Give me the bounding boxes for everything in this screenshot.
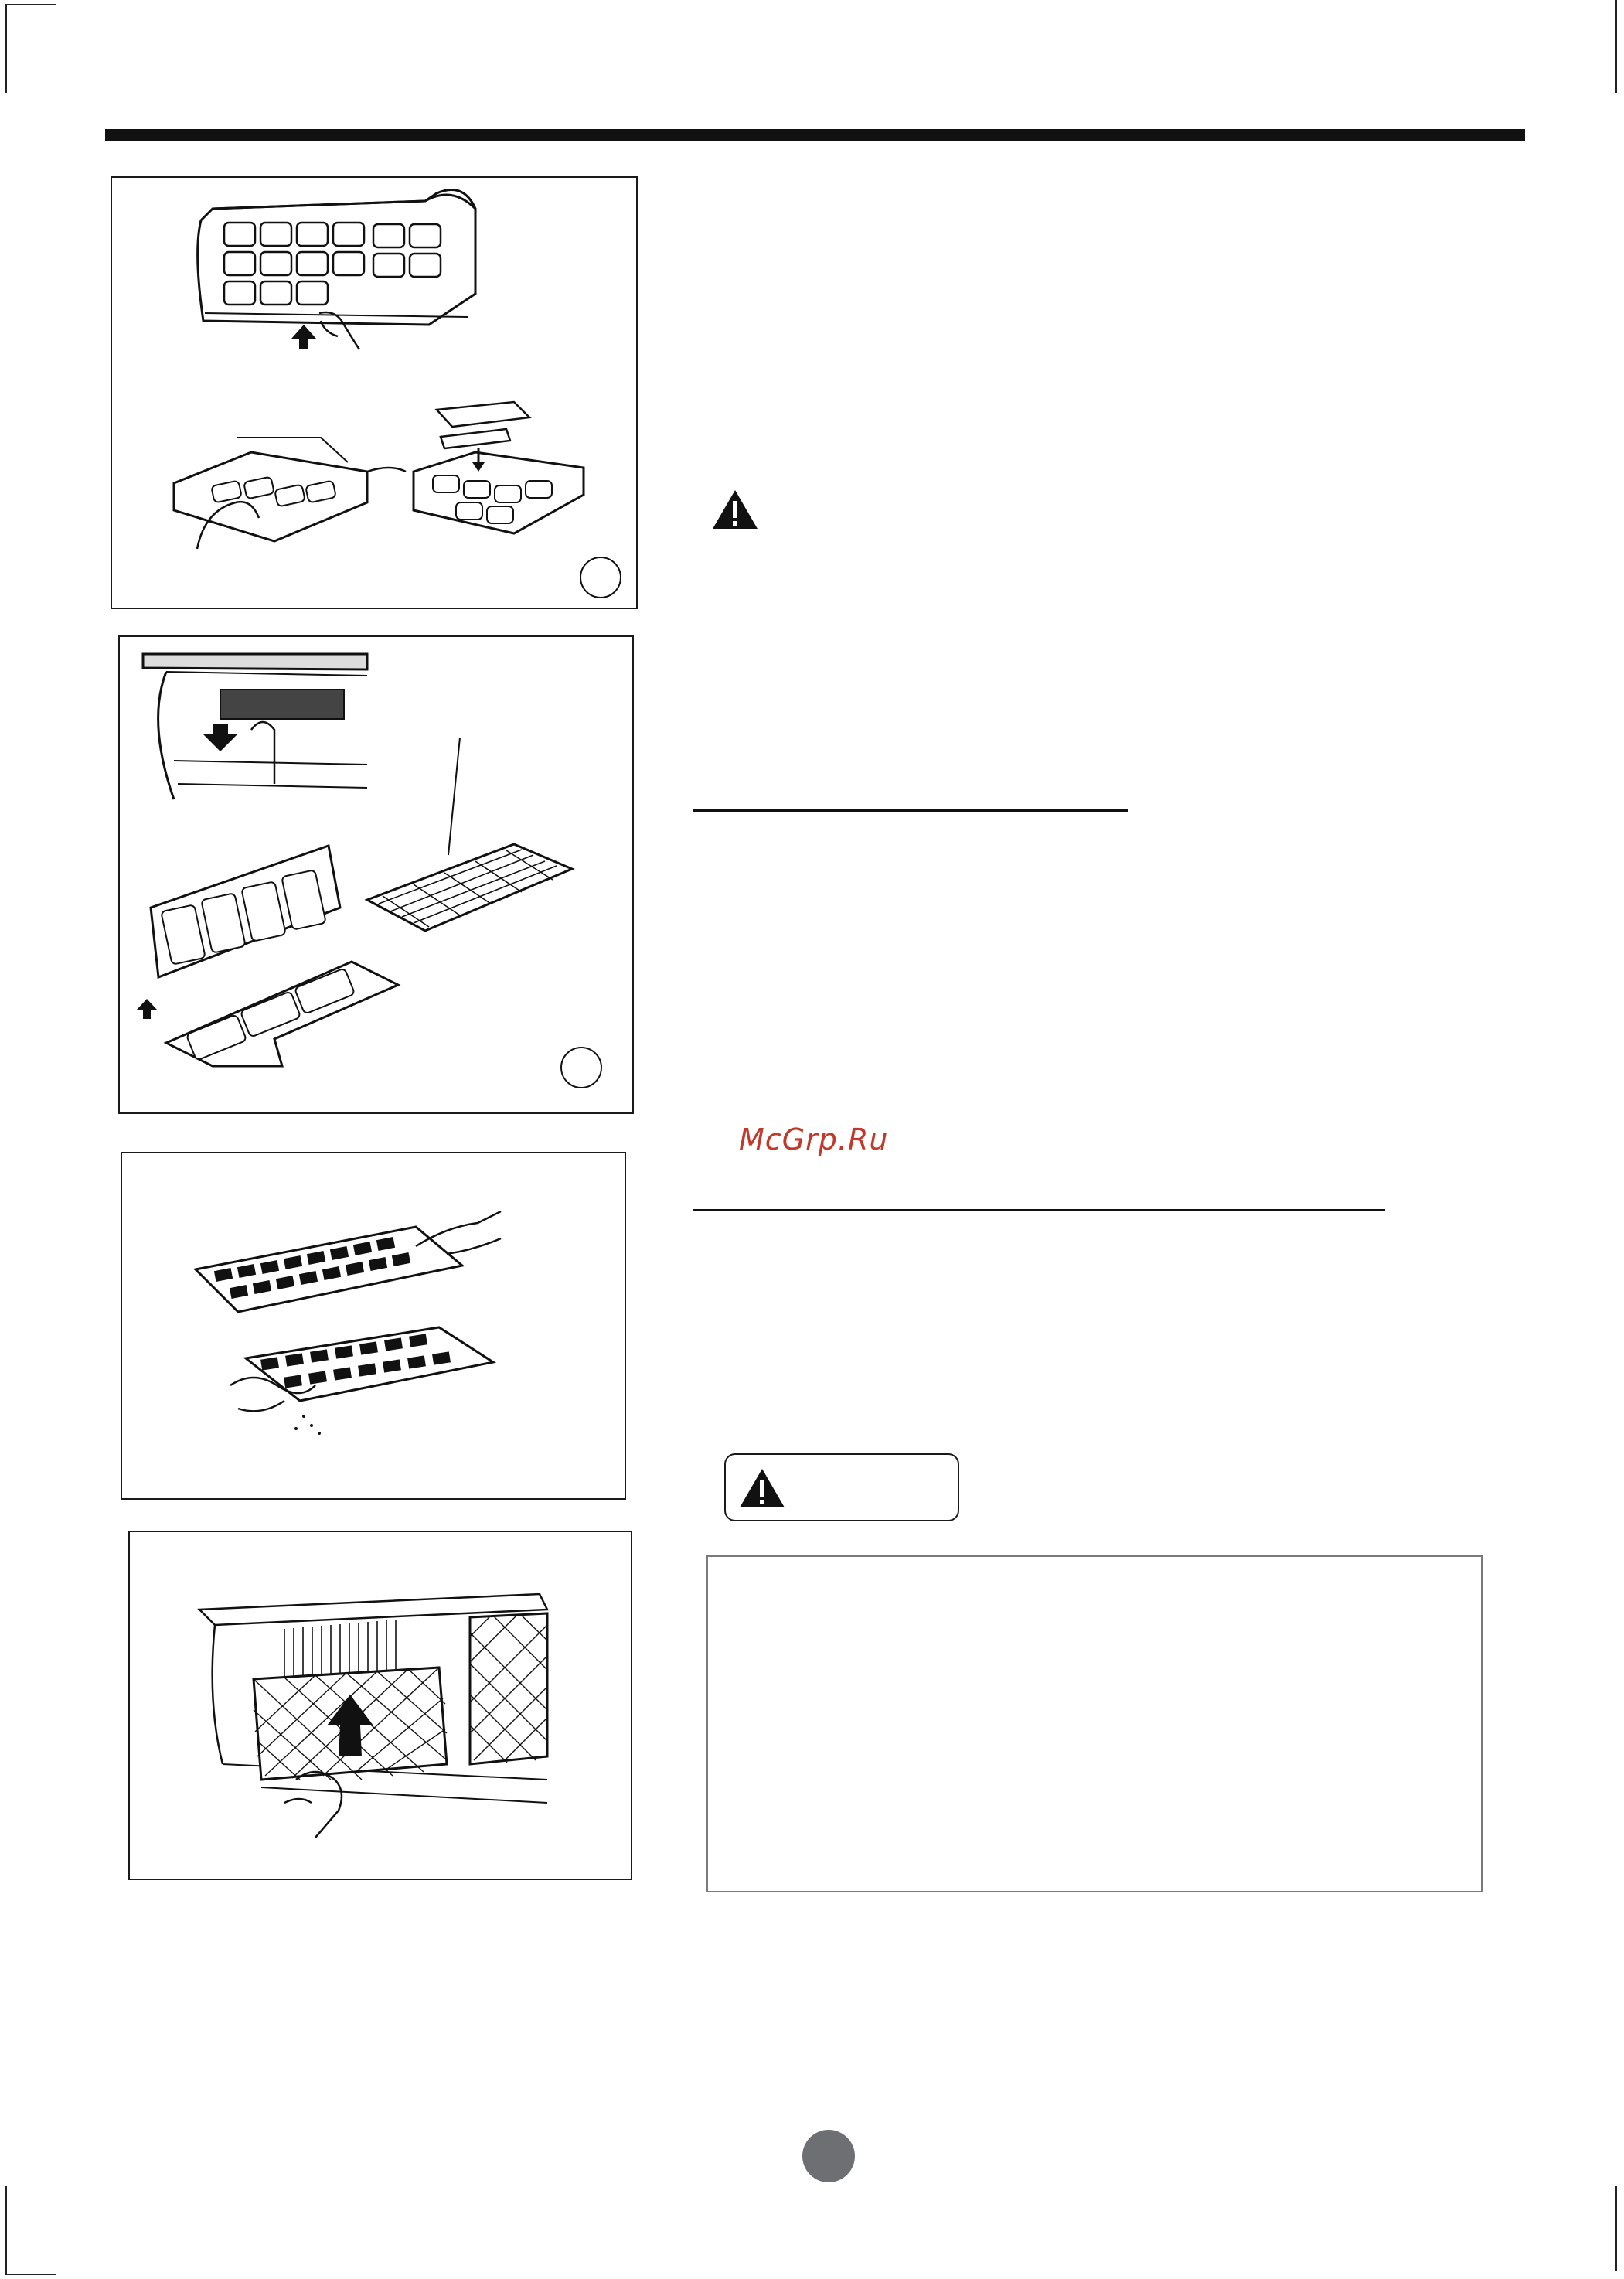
page-number-badge xyxy=(802,2130,855,2182)
crop-mark-bottom-right xyxy=(1593,2186,1624,2279)
header-rule xyxy=(105,129,1525,141)
down-arrow-icon xyxy=(203,724,237,751)
warning-triangle-icon xyxy=(711,489,759,530)
crop-mark-bottom-left xyxy=(0,2186,62,2279)
figure-3-panel xyxy=(121,1152,626,1500)
figure-2-panel xyxy=(118,635,634,1114)
section-rule-1 xyxy=(693,809,1128,812)
figure-3-illustration xyxy=(122,1153,625,1498)
warning-triangle-icon xyxy=(738,1467,786,1509)
crop-mark-top-right xyxy=(1593,0,1624,100)
up-arrow-icon xyxy=(137,999,157,1019)
figure-4-panel xyxy=(128,1531,632,1880)
figure-4-illustration xyxy=(130,1532,631,1879)
figure-2-illustration xyxy=(120,637,632,1112)
figure-1-panel xyxy=(111,176,638,609)
figure-1-number xyxy=(580,557,621,598)
section-rule-2 xyxy=(693,1209,1385,1211)
figure-2-number xyxy=(560,1047,602,1088)
watermark: McGrp.Ru xyxy=(739,1122,889,1157)
caution-label-box xyxy=(724,1453,959,1521)
crop-mark-top-left xyxy=(0,0,62,100)
caution-note-box xyxy=(706,1555,1483,1892)
up-arrow-icon xyxy=(291,325,316,349)
figure-1-illustration xyxy=(112,178,636,608)
